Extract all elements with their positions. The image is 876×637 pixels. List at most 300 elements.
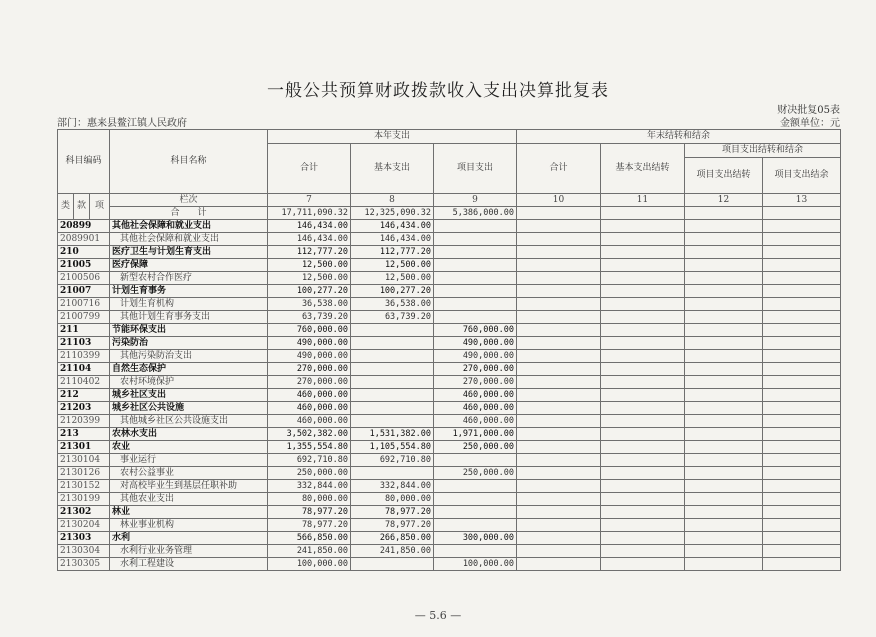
cell-empty <box>685 311 763 324</box>
cell-empty <box>517 272 601 285</box>
cell-basic: 241,850.00 <box>351 545 434 558</box>
cell-basic <box>351 415 434 428</box>
cell-project: 460,000.00 <box>434 402 517 415</box>
table-body <box>58 220 841 571</box>
header-project-balance: 项目支出结转和结余 <box>685 144 841 158</box>
cell-code: 21007 <box>58 285 110 298</box>
cell-empty <box>517 376 601 389</box>
cell-empty <box>763 311 841 324</box>
table-row <box>58 298 841 311</box>
table-row <box>58 493 841 506</box>
cell-basic <box>351 389 434 402</box>
cell-empty <box>763 558 841 571</box>
cell-name: 对高校毕业生到基层任职补助 <box>110 480 268 493</box>
cell-empty <box>601 454 685 467</box>
cell-empty <box>685 545 763 558</box>
page-title: 一般公共预算财政拨款收入支出决算批复表 <box>267 81 609 101</box>
total-basic: 12,325,090.32 <box>351 207 434 220</box>
header-name: 科目名称 <box>110 130 268 194</box>
header-kuan: 款 <box>74 194 90 220</box>
cell-name: 农林水支出 <box>110 428 268 441</box>
cell-total: 760,000.00 <box>268 324 351 337</box>
cell-code: 21103 <box>58 337 110 350</box>
cell-empty <box>685 415 763 428</box>
cell-basic <box>351 376 434 389</box>
cell-empty <box>763 272 841 285</box>
cell-empty <box>601 428 685 441</box>
cell-basic: 80,000.00 <box>351 493 434 506</box>
cell-total: 112,777.20 <box>268 246 351 259</box>
header-basic: 基本支出 <box>351 144 434 194</box>
cell-empty <box>517 506 601 519</box>
cell-project <box>434 311 517 324</box>
cell-name: 其他农业支出 <box>110 493 268 506</box>
col-num: 13 <box>763 194 841 207</box>
cell-basic: 266,850.00 <box>351 532 434 545</box>
table-row <box>58 441 841 454</box>
cell-name: 水利 <box>110 532 268 545</box>
table-row <box>58 558 841 571</box>
budget-table <box>57 129 841 571</box>
cell-empty <box>601 519 685 532</box>
cell-empty <box>601 337 685 350</box>
cell-empty <box>763 259 841 272</box>
cell-basic: 112,777.20 <box>351 246 434 259</box>
header-lanci: 栏次 <box>110 194 268 207</box>
cell-empty <box>601 545 685 558</box>
cell-total: 270,000.00 <box>268 376 351 389</box>
col-num: 8 <box>351 194 434 207</box>
cell-empty <box>763 389 841 402</box>
cell-name: 农业 <box>110 441 268 454</box>
cell-project <box>434 545 517 558</box>
cell-empty <box>517 545 601 558</box>
cell-empty <box>685 558 763 571</box>
cell-project <box>434 506 517 519</box>
cell-total: 460,000.00 <box>268 389 351 402</box>
cell-empty <box>685 272 763 285</box>
cell-name: 医疗卫生与计划生育支出 <box>110 246 268 259</box>
cell-empty <box>601 532 685 545</box>
cell-total: 78,977.20 <box>268 506 351 519</box>
cell-total: 12,500.00 <box>268 259 351 272</box>
cell-basic <box>351 350 434 363</box>
cell-empty <box>763 363 841 376</box>
total-project: 5,386,000.00 <box>434 207 517 220</box>
cell-empty <box>763 350 841 363</box>
col-num: 11 <box>601 194 685 207</box>
header-lei: 类 <box>58 194 74 220</box>
cell-empty <box>763 298 841 311</box>
cell-name: 其他社会保障和就业支出 <box>110 220 268 233</box>
cell-total: 460,000.00 <box>268 402 351 415</box>
cell-empty <box>685 337 763 350</box>
cell-project <box>434 233 517 246</box>
cell-empty <box>517 259 601 272</box>
table-row <box>58 519 841 532</box>
cell-empty <box>517 402 601 415</box>
cell-project: 1,971,000.00 <box>434 428 517 441</box>
cell-empty <box>685 376 763 389</box>
cell-code: 210 <box>58 246 110 259</box>
cell-name: 其他社会保障和就业支出 <box>110 233 268 246</box>
header-total: 合计 <box>268 144 351 194</box>
cell-empty <box>685 350 763 363</box>
page-number: — 5.6 — <box>414 609 462 622</box>
cell-basic: 1,531,382.00 <box>351 428 434 441</box>
cell-project: 270,000.00 <box>434 376 517 389</box>
cell-empty <box>763 220 841 233</box>
cell-total: 460,000.00 <box>268 415 351 428</box>
cell-empty <box>685 402 763 415</box>
cell-total: 12,500.00 <box>268 272 351 285</box>
table-row <box>58 363 841 376</box>
cell-code: 211 <box>58 324 110 337</box>
table-row <box>58 402 841 415</box>
cell-total: 692,710.80 <box>268 454 351 467</box>
cell-project: 490,000.00 <box>434 337 517 350</box>
cell-project: 490,000.00 <box>434 350 517 363</box>
cell-empty <box>763 415 841 428</box>
cell-empty <box>763 454 841 467</box>
cell-name: 林业 <box>110 506 268 519</box>
cell-empty <box>517 519 601 532</box>
cell-name: 新型农村合作医疗 <box>110 272 268 285</box>
cell-empty <box>763 532 841 545</box>
table-row <box>58 272 841 285</box>
header-xiang: 项 <box>90 194 110 220</box>
cell-code: 21005 <box>58 259 110 272</box>
cell-basic: 78,977.20 <box>351 506 434 519</box>
header-project-carry: 项目支出结转 <box>685 158 763 194</box>
cell-project <box>434 220 517 233</box>
cell-empty <box>517 441 601 454</box>
cell-project: 300,000.00 <box>434 532 517 545</box>
table-row <box>58 545 841 558</box>
cell-total: 270,000.00 <box>268 363 351 376</box>
cell-empty <box>517 311 601 324</box>
cell-empty <box>763 233 841 246</box>
cell-code: 2130304 <box>58 545 110 558</box>
header-ye-basic: 基本支出结转 <box>601 144 685 194</box>
table-row <box>58 415 841 428</box>
cell-code: 2100506 <box>58 272 110 285</box>
cell-empty <box>685 519 763 532</box>
cell-empty <box>601 233 685 246</box>
table-row <box>58 246 841 259</box>
cell-empty <box>601 285 685 298</box>
total-label: 合 计 <box>110 207 268 220</box>
cell-empty <box>763 493 841 506</box>
cell-code: 21302 <box>58 506 110 519</box>
cell-empty <box>517 220 601 233</box>
header-ye-total: 合计 <box>517 144 601 194</box>
table-row <box>58 467 841 480</box>
cell-empty <box>517 415 601 428</box>
cell-code: 20899 <box>58 220 110 233</box>
cell-empty <box>517 298 601 311</box>
cell-code: 2130305 <box>58 558 110 571</box>
cell-name: 事业运行 <box>110 454 268 467</box>
cell-empty <box>601 402 685 415</box>
table-row <box>58 259 841 272</box>
cell-total: 63,739.20 <box>268 311 351 324</box>
cell-empty <box>685 428 763 441</box>
cell-empty <box>601 376 685 389</box>
cell-empty <box>763 246 841 259</box>
cell-code: 2100716 <box>58 298 110 311</box>
cell-project <box>434 298 517 311</box>
cell-empty <box>601 415 685 428</box>
cell-name: 节能环保支出 <box>110 324 268 337</box>
cell-name: 其他污染防治支出 <box>110 350 268 363</box>
cell-total: 36,538.00 <box>268 298 351 311</box>
cell-project <box>434 519 517 532</box>
table-row <box>58 350 841 363</box>
cell-code: 2110402 <box>58 376 110 389</box>
cell-project <box>434 259 517 272</box>
cell-code: 2130104 <box>58 454 110 467</box>
cell-empty <box>763 285 841 298</box>
cell-code: 2130199 <box>58 493 110 506</box>
cell-code: 2130126 <box>58 467 110 480</box>
cell-empty <box>517 389 601 402</box>
cell-empty <box>685 467 763 480</box>
form-reference: 财决批复05表 <box>777 105 840 116</box>
cell-empty <box>685 298 763 311</box>
cell-empty <box>685 506 763 519</box>
cell-basic: 12,500.00 <box>351 259 434 272</box>
cell-empty <box>685 285 763 298</box>
cell-empty <box>685 532 763 545</box>
table-row <box>58 376 841 389</box>
cell-project: 760,000.00 <box>434 324 517 337</box>
cell-basic <box>351 467 434 480</box>
cell-total: 250,000.00 <box>268 467 351 480</box>
cell-empty <box>601 298 685 311</box>
cell-total: 80,000.00 <box>268 493 351 506</box>
cell-basic: 100,277.20 <box>351 285 434 298</box>
cell-total: 1,355,554.80 <box>268 441 351 454</box>
cell-project <box>434 246 517 259</box>
cell-empty <box>763 428 841 441</box>
cell-project <box>434 493 517 506</box>
cell-empty <box>601 350 685 363</box>
cell-empty <box>517 285 601 298</box>
table-row <box>58 506 841 519</box>
cell-code: 21203 <box>58 402 110 415</box>
cell-empty <box>601 480 685 493</box>
cell-empty <box>763 337 841 350</box>
cell-empty <box>685 363 763 376</box>
cell-project: 460,000.00 <box>434 415 517 428</box>
table-row <box>58 532 841 545</box>
cell-empty <box>517 246 601 259</box>
cell-basic <box>351 363 434 376</box>
cell-total: 146,434.00 <box>268 233 351 246</box>
cell-empty <box>601 220 685 233</box>
cell-name: 医疗保障 <box>110 259 268 272</box>
cell-empty <box>763 545 841 558</box>
header-year-end: 年末结转和结余 <box>517 130 841 144</box>
cell-total: 100,277.20 <box>268 285 351 298</box>
cell-basic: 63,739.20 <box>351 311 434 324</box>
cell-empty <box>517 454 601 467</box>
cell-name: 其他计划生育事务支出 <box>110 311 268 324</box>
cell-basic <box>351 558 434 571</box>
cell-empty <box>601 246 685 259</box>
cell-total: 490,000.00 <box>268 350 351 363</box>
cell-empty <box>763 376 841 389</box>
cell-name: 其他城乡社区公共设施支出 <box>110 415 268 428</box>
cell-empty <box>763 402 841 415</box>
cell-name: 污染防治 <box>110 337 268 350</box>
cell-code: 2100799 <box>58 311 110 324</box>
table-row <box>58 428 841 441</box>
cell-code: 2089901 <box>58 233 110 246</box>
cell-empty <box>517 493 601 506</box>
cell-empty <box>601 441 685 454</box>
cell-empty <box>685 454 763 467</box>
header-project-surplus: 项目支出结余 <box>763 158 841 194</box>
cell-project <box>434 272 517 285</box>
cell-name: 农村公益事业 <box>110 467 268 480</box>
cell-code: 21301 <box>58 441 110 454</box>
cell-total: 3,502,382.00 <box>268 428 351 441</box>
total-sum: 17,711,090.32 <box>268 207 351 220</box>
cell-empty <box>517 363 601 376</box>
cell-basic: 36,538.00 <box>351 298 434 311</box>
header-current-year: 本年支出 <box>268 130 517 144</box>
cell-empty <box>601 389 685 402</box>
cell-empty <box>685 233 763 246</box>
table-row <box>58 285 841 298</box>
cell-project: 270,000.00 <box>434 363 517 376</box>
cell-name: 林业事业机构 <box>110 519 268 532</box>
cell-code: 2130204 <box>58 519 110 532</box>
table-row <box>58 324 841 337</box>
cell-project <box>434 480 517 493</box>
cell-total: 490,000.00 <box>268 337 351 350</box>
cell-empty <box>685 493 763 506</box>
col-num: 12 <box>685 194 763 207</box>
cell-project <box>434 285 517 298</box>
cell-empty <box>517 350 601 363</box>
cell-empty <box>685 220 763 233</box>
cell-basic: 78,977.20 <box>351 519 434 532</box>
table-row <box>58 389 841 402</box>
cell-empty <box>517 233 601 246</box>
cell-project: 250,000.00 <box>434 441 517 454</box>
table-row <box>58 337 841 350</box>
cell-empty <box>763 480 841 493</box>
cell-name: 水利工程建设 <box>110 558 268 571</box>
cell-code: 2110399 <box>58 350 110 363</box>
cell-empty <box>685 246 763 259</box>
cell-basic: 692,710.80 <box>351 454 434 467</box>
cell-basic: 12,500.00 <box>351 272 434 285</box>
cell-empty <box>601 558 685 571</box>
cell-total: 332,844.00 <box>268 480 351 493</box>
cell-total: 146,434.00 <box>268 220 351 233</box>
cell-code: 2120399 <box>58 415 110 428</box>
cell-code: 212 <box>58 389 110 402</box>
cell-empty <box>685 389 763 402</box>
cell-total: 566,850.00 <box>268 532 351 545</box>
cell-name: 城乡社区公共设施 <box>110 402 268 415</box>
cell-code: 21303 <box>58 532 110 545</box>
cell-empty <box>763 467 841 480</box>
cell-basic <box>351 402 434 415</box>
amount-unit: 金额单位：元 <box>780 118 840 129</box>
cell-empty <box>517 337 601 350</box>
cell-basic: 146,434.00 <box>351 220 434 233</box>
col-num: 10 <box>517 194 601 207</box>
cell-empty <box>517 324 601 337</box>
cell-project <box>434 454 517 467</box>
cell-empty <box>685 480 763 493</box>
cell-basic: 1,105,554.80 <box>351 441 434 454</box>
cell-empty <box>517 467 601 480</box>
cell-empty <box>517 558 601 571</box>
table-row <box>58 480 841 493</box>
cell-project: 460,000.00 <box>434 389 517 402</box>
cell-empty <box>517 428 601 441</box>
cell-empty <box>601 363 685 376</box>
cell-project: 100,000.00 <box>434 558 517 571</box>
cell-empty <box>685 441 763 454</box>
col-num: 9 <box>434 194 517 207</box>
department-label: 部门：惠来县鳌江镇人民政府 <box>57 118 187 129</box>
cell-empty <box>763 506 841 519</box>
cell-name: 城乡社区支出 <box>110 389 268 402</box>
cell-empty <box>517 532 601 545</box>
cell-empty <box>601 272 685 285</box>
cell-empty <box>601 324 685 337</box>
cell-empty <box>763 519 841 532</box>
cell-name: 计划生育事务 <box>110 285 268 298</box>
cell-basic: 146,434.00 <box>351 233 434 246</box>
cell-basic <box>351 324 434 337</box>
cell-empty <box>763 441 841 454</box>
cell-empty <box>601 493 685 506</box>
cell-name: 水利行业业务管理 <box>110 545 268 558</box>
cell-empty <box>685 259 763 272</box>
cell-code: 2130152 <box>58 480 110 493</box>
cell-empty <box>601 506 685 519</box>
header-code: 科目编码 <box>58 130 110 194</box>
cell-empty <box>601 467 685 480</box>
table-row <box>58 220 841 233</box>
cell-name: 自然生态保护 <box>110 363 268 376</box>
cell-total: 78,977.20 <box>268 519 351 532</box>
table-row <box>58 233 841 246</box>
table-row <box>58 311 841 324</box>
cell-empty <box>763 324 841 337</box>
col-num: 7 <box>268 194 351 207</box>
cell-name: 计划生育机构 <box>110 298 268 311</box>
header-project: 项目支出 <box>434 144 517 194</box>
cell-total: 100,000.00 <box>268 558 351 571</box>
cell-empty <box>601 259 685 272</box>
cell-empty <box>601 311 685 324</box>
cell-code: 21104 <box>58 363 110 376</box>
cell-code: 213 <box>58 428 110 441</box>
cell-basic <box>351 337 434 350</box>
cell-name: 农村环境保护 <box>110 376 268 389</box>
cell-total: 241,850.00 <box>268 545 351 558</box>
cell-basic: 332,844.00 <box>351 480 434 493</box>
